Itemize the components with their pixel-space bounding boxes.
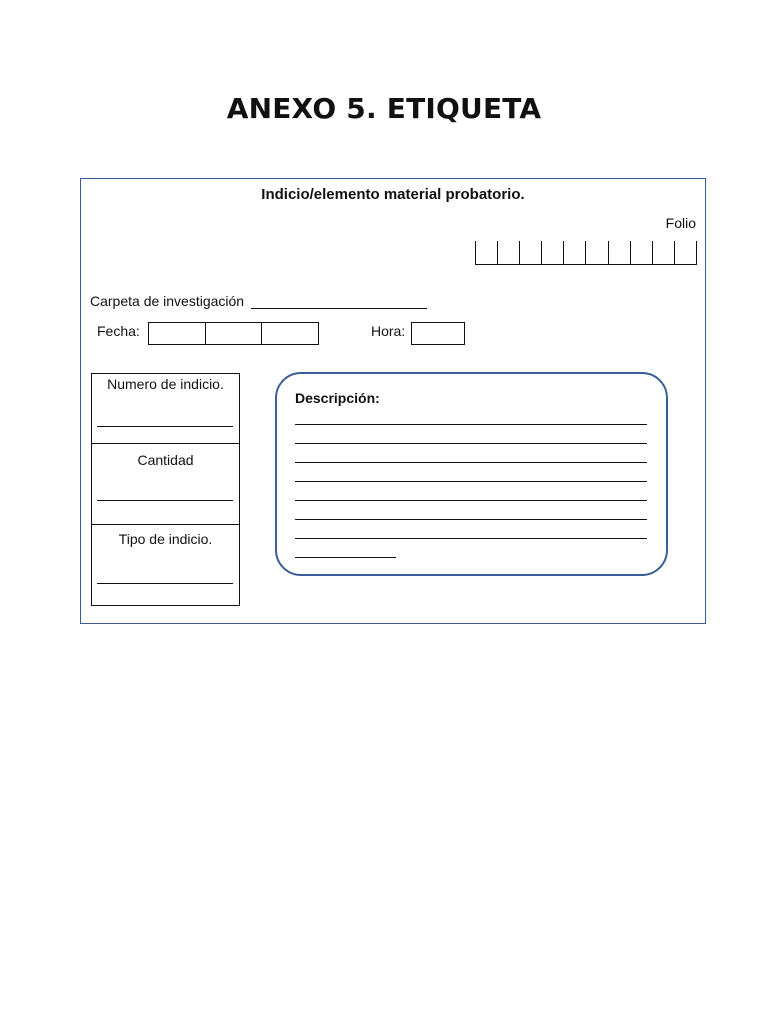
folio-box[interactable] <box>652 241 674 265</box>
folio-box[interactable] <box>475 241 497 265</box>
fecha-label: Fecha: <box>97 323 140 339</box>
descripcion-line[interactable] <box>295 557 396 558</box>
descripcion-line[interactable] <box>295 462 647 463</box>
folio-boxes[interactable] <box>475 241 697 265</box>
folio-box[interactable] <box>630 241 652 265</box>
fecha-box[interactable] <box>262 323 318 344</box>
numero-input-line[interactable] <box>97 426 233 427</box>
fecha-box[interactable] <box>206 323 263 344</box>
label-title: Indicio/elemento material probatorio. <box>261 186 525 203</box>
folio-label: Folio <box>665 215 696 231</box>
cantidad-label: Cantidad <box>137 452 194 468</box>
cantidad-cell <box>92 444 239 525</box>
descripcion-line[interactable] <box>295 481 647 482</box>
folio-box[interactable] <box>497 241 519 265</box>
descripcion-line[interactable] <box>295 538 647 539</box>
tipo-input-line[interactable] <box>97 583 233 584</box>
carpeta-label: Carpeta de investigación <box>90 293 245 309</box>
fecha-boxes[interactable] <box>148 322 319 345</box>
descripcion-line[interactable] <box>295 500 647 501</box>
descripcion-line[interactable] <box>295 519 647 520</box>
evidence-table <box>91 373 240 606</box>
tipo-label: Tipo de indicio. <box>118 531 213 547</box>
fecha-box[interactable] <box>149 323 206 344</box>
folio-box[interactable] <box>563 241 585 265</box>
descripcion-box <box>275 372 668 576</box>
evidence-label-card <box>80 178 706 624</box>
folio-box[interactable] <box>585 241 607 265</box>
numero-label: Numero de indicio. <box>107 376 224 392</box>
carpeta-field <box>90 293 427 309</box>
carpeta-input-line[interactable] <box>251 308 427 309</box>
descripcion-label: Descripción: <box>295 390 380 406</box>
page-title: ANEXO 5. ETIQUETA <box>226 92 542 125</box>
cantidad-input-line[interactable] <box>97 500 233 501</box>
tipo-cell <box>92 525 239 607</box>
descripcion-line[interactable] <box>295 424 647 425</box>
hora-label: Hora: <box>371 323 406 339</box>
folio-box[interactable] <box>608 241 630 265</box>
folio-box[interactable] <box>519 241 541 265</box>
descripcion-line[interactable] <box>295 443 647 444</box>
folio-box[interactable] <box>674 241 697 265</box>
numero-cell <box>92 374 239 444</box>
hora-box[interactable] <box>411 322 465 345</box>
folio-box[interactable] <box>541 241 563 265</box>
